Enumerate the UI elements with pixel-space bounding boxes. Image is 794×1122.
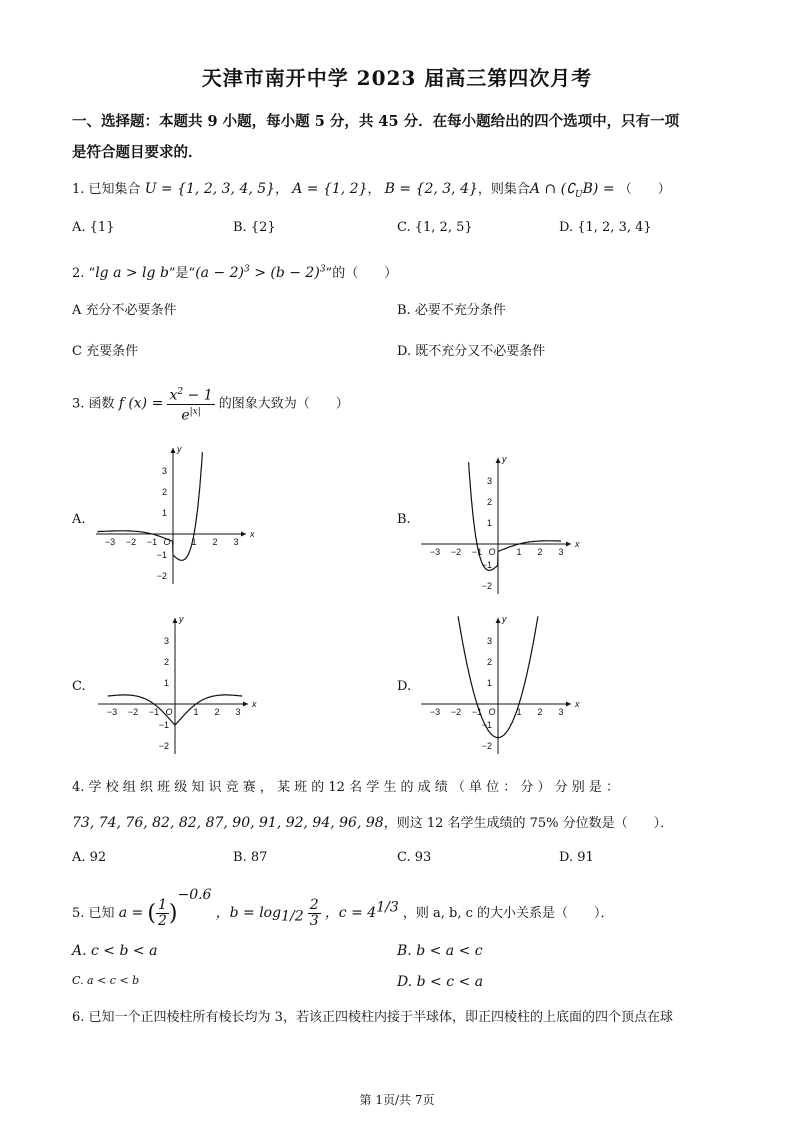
y-tick-label: 2: [486, 497, 492, 507]
q1-mid: ，则集合: [477, 182, 530, 197]
question-1: 1. 已知集合 U = {1, 2, 3, 4, 5}， A = {1, 2}， B = {2, 3, 4}，则集合A ∩ $(∁_UB)$ = （ ）: [72, 181, 671, 200]
y-tick-label: 2: [163, 657, 169, 667]
q4-option-c: C. 93: [397, 850, 432, 865]
y-tick-label: 1: [486, 678, 492, 688]
x-tick-label: 3: [235, 707, 241, 717]
q1-option-a: A. {1}: [72, 220, 115, 235]
x-tick-label: −1: [148, 707, 160, 717]
q1-option-c: C. {1, 2, 5}: [397, 220, 473, 235]
q1-option-d: D. {1, 2, 3, 4}: [559, 220, 652, 235]
q1-set-b: B = {2, 3, 4}: [384, 181, 478, 197]
q1-answer-paren: （ ）: [618, 182, 671, 197]
y-axis-label: y: [177, 444, 182, 454]
graph-d: [413, 612, 583, 762]
y-tick-label: 1: [163, 678, 169, 688]
x-tick-label: −3: [104, 537, 116, 547]
x-tick-label: 3: [233, 537, 239, 547]
x-axis-label: x: [250, 529, 255, 539]
q2-option-a: A 充分不必要条件: [72, 303, 177, 318]
question-5: 5. 已知 a = ( $\frac{1}{2}$ )$^{-0.6}$ ，$b = \log_{1/2}$ $\frac{2}{3}$ ，$c = 4^{1/3}$ ，则 a, b, c 的大小关系是（ ）．: [72, 887, 614, 929]
q3-option-c: C.: [72, 679, 86, 694]
q4-option-b: B. 87: [233, 850, 268, 865]
q2-option-b: B. 必要不充分条件: [397, 303, 506, 318]
q3-option-d: D.: [397, 679, 412, 694]
x-tick-label: −3: [106, 707, 118, 717]
q2-cond2: $(a - 2)^3 > (b - 2)^3$: [195, 264, 326, 281]
x-tick-label: 2: [537, 547, 543, 557]
graph-a: [88, 442, 258, 592]
q5-option-d: D. b < c < a: [397, 974, 484, 990]
y-tick-label: −1: [156, 550, 167, 560]
y-tick-label: −2: [481, 581, 492, 591]
x-tick-label: 1: [516, 547, 522, 557]
q1-set-u: U = {1, 2, 3, 4, 5}: [144, 181, 276, 197]
y-tick-label: −1: [158, 720, 169, 730]
origin-label: O: [165, 707, 173, 717]
x-tick-label: 1: [193, 707, 199, 717]
q1-set-a: A = {1, 2}: [292, 181, 368, 197]
y-tick-label: 3: [486, 476, 492, 486]
x-axis-label: x: [575, 699, 580, 709]
origin-label: O: [488, 547, 496, 557]
q2-cond1: lg a > lg b: [95, 265, 169, 281]
x-tick-label: 3: [558, 707, 564, 717]
graph-b: [413, 452, 583, 602]
x-axis-arrow: [241, 532, 246, 537]
q3-option-b: B.: [397, 512, 411, 527]
q2-option-c: C 充要条件: [72, 344, 139, 359]
q5-option-a: A. c < b < a: [72, 943, 158, 959]
y-tick-label: −2: [156, 571, 167, 581]
y-axis-arrow: [496, 618, 501, 623]
x-axis-arrow: [566, 542, 571, 547]
graph-c: [90, 612, 260, 762]
y-tick-label: −2: [158, 741, 169, 751]
q4-data: 73, 74, 76, 82, 82, 87, 90, 91, 92, 94, 96, 98: [72, 815, 384, 831]
y-tick-label: 1: [161, 508, 167, 518]
y-tick-label: 1: [486, 518, 492, 528]
question-3: 3. 函数 f (x) = $\frac{x^2 - 1}{e^{|x|}}$ 的图象大致为（ ）: [72, 387, 349, 424]
y-tick-label: 2: [161, 487, 167, 497]
x-axis-label: x: [252, 699, 257, 709]
y-tick-label: 3: [161, 466, 167, 476]
section-heading-line2: 是符合题目要求的．: [72, 144, 203, 161]
q1-expr: A ∩ $(∁_UB)$ =: [529, 181, 615, 200]
section-heading-line1: 一、选择题：本题共 9 小题，每小题 5 分，共 45 分．在每小题给出的四个选项中，只有一项: [72, 113, 680, 130]
y-tick-label: −1: [481, 720, 492, 730]
y-tick-label: 2: [486, 657, 492, 667]
y-tick-label: −1: [481, 560, 492, 570]
x-tick-label: 2: [537, 707, 543, 717]
x-tick-label: −2: [450, 547, 462, 557]
page-footer: 第 1页/共 7页: [359, 1093, 435, 1107]
x-tick-label: −1: [471, 707, 483, 717]
y-axis-label: y: [502, 454, 507, 464]
x-tick-label: −2: [125, 537, 137, 547]
x-tick-label: 2: [212, 537, 218, 547]
y-axis-label: y: [502, 614, 507, 624]
y-tick-label: −2: [481, 741, 492, 751]
x-tick-label: −3: [429, 707, 441, 717]
q2-option-d: D. 既不充分又不必要条件: [397, 344, 546, 359]
x-tick-label: −2: [127, 707, 139, 717]
q3-fx: f (x) =: [118, 395, 164, 412]
y-axis-arrow: [496, 458, 501, 463]
x-tick-label: −1: [146, 537, 158, 547]
y-tick-label: 3: [486, 636, 492, 646]
x-tick-label: 2: [214, 707, 220, 717]
y-axis-label: y: [179, 614, 184, 624]
origin-label: O: [488, 707, 496, 717]
x-axis-label: x: [575, 539, 580, 549]
q5-option-c: C. a < c < b: [72, 974, 140, 987]
question-2: 2. “lg a > lg b”是“$(a - 2)^3 > (b - 2)^3$”的（ ）: [72, 264, 398, 281]
question-4-line1: 4. 学 校 组 织 班 级 知 识 竞 赛 ， 某 班 的 12 名 学 生 的 成 绩 （ 单 位 ： 分 ） 分 别 是 ：: [72, 780, 620, 795]
x-tick-label: −1: [471, 547, 483, 557]
x-tick-label: −3: [429, 547, 441, 557]
q5-option-b: B. b < a < c: [397, 943, 483, 959]
q3-fraction: $\frac{x^2 - 1}{e^{|x|}}$: [169, 387, 213, 424]
x-tick-label: 1: [191, 537, 197, 547]
q3-option-a: A.: [72, 512, 86, 527]
x-axis-arrow: [566, 702, 571, 707]
q1-prefix: 1. 已知集合: [72, 182, 141, 197]
x-tick-label: 3: [558, 547, 564, 557]
q4-option-a: A. 92: [72, 850, 107, 865]
question-6: 6. 已知一个正四棱柱所有棱长均为 3，若该正四棱柱内接于半球体，即正四棱柱的上底面的四个顶点在球: [72, 1010, 673, 1025]
y-axis-arrow: [173, 618, 178, 623]
x-tick-label: 1: [516, 707, 522, 717]
q4-option-d: D. 91: [559, 850, 594, 865]
x-axis-arrow: [243, 702, 248, 707]
question-4-line2: 73, 74, 76, 82, 82, 87, 90, 91, 92, 94, 96, 98，则这 12 名学生成绩的 75% 分位数是（ ）．: [72, 815, 674, 831]
q1-option-b: B. {2}: [233, 220, 276, 235]
x-tick-label: −2: [450, 707, 462, 717]
y-tick-label: 3: [163, 636, 169, 646]
y-axis-arrow: [171, 448, 176, 453]
curve-b: [469, 462, 564, 570]
origin-label: O: [163, 537, 171, 547]
page-title: 天津市南开中学 2023 届高三第四次月考: [201, 66, 593, 90]
